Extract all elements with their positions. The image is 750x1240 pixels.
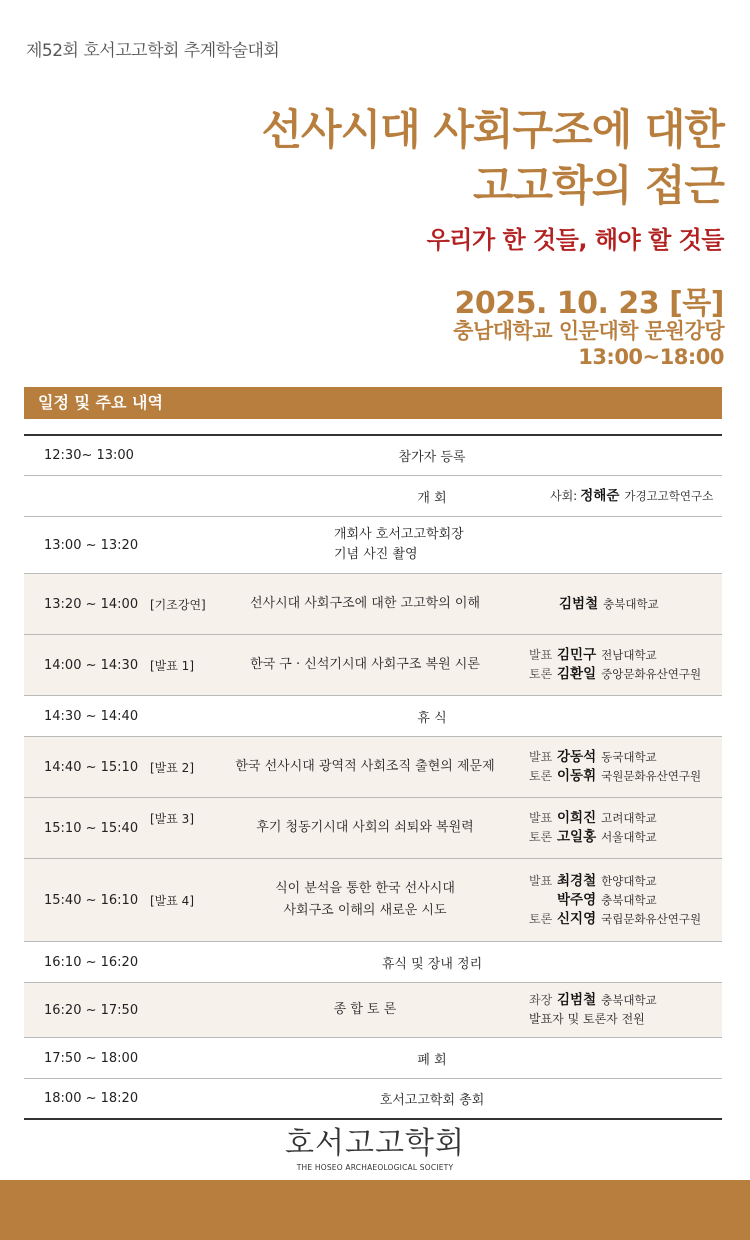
- moderator-label: 사회:: [550, 488, 578, 503]
- schedule-row: [24, 942, 722, 983]
- logo-english: THE HOSEO ARCHAEOLOGICAL SOCIETY: [296, 1163, 454, 1172]
- discussant-name: 김환일: [557, 666, 597, 682]
- schedule-row: [24, 1038, 722, 1079]
- moderator: [550, 476, 713, 516]
- discussant-affiliation: 국립문화유산연구원: [601, 911, 702, 926]
- row-title: 호서고고학회 총회: [379, 1093, 485, 1108]
- presenter-affiliation: 동국대학교: [601, 750, 657, 764]
- main-title: [261, 102, 724, 214]
- presenter-name: 최경철: [557, 872, 597, 889]
- row-title: 휴 식: [417, 710, 447, 726]
- role-label: 좌장: [529, 993, 553, 1007]
- society-logo: [0, 1118, 750, 1172]
- row-time: 18:00 ~ 18:20: [44, 1091, 139, 1106]
- schedule-row: [24, 1079, 722, 1118]
- row-time: 12:30~ 13:00: [44, 448, 134, 463]
- opening-block: [334, 517, 464, 573]
- discussant-name: 이동휘: [557, 768, 597, 784]
- schedule-row: [24, 983, 722, 1038]
- section-title-bar: 일정 및 주요 내역: [24, 387, 722, 419]
- role-label: 발표: [529, 648, 553, 662]
- title-line-1: 선사시대 사회구조에 대한: [261, 105, 724, 154]
- title-line-2: 고고학의 접근: [472, 161, 724, 210]
- footer-bar: [0, 1180, 750, 1240]
- row-time: 13:20 ~ 14:00: [44, 596, 139, 612]
- speaker-list: [529, 859, 701, 941]
- row-time: 17:50 ~ 18:00: [44, 1050, 139, 1066]
- presenter-affiliation: 충북대학교: [601, 892, 657, 907]
- role-label: 토론: [529, 769, 553, 783]
- schedule-row: [24, 798, 722, 859]
- presenter-affiliation: 한양대학교: [601, 873, 657, 888]
- session-tag: [발표 3]: [150, 812, 194, 826]
- schedule-row: [24, 517, 722, 574]
- role-label: 토론: [529, 667, 553, 681]
- speaker-affiliation: 충북대학교: [603, 596, 659, 611]
- row-title: [214, 859, 516, 941]
- session-tag: [기조강연]: [150, 597, 206, 612]
- speaker-name: 김범철: [559, 595, 599, 612]
- venue-name: 충남대학교 인문대학 문원강당: [453, 319, 724, 343]
- row-title: 한국 구 · 신석기시대 사회구조 복원 시론: [250, 657, 480, 672]
- discussant-affiliation: 국원문화유산연구원: [601, 769, 702, 783]
- discussant-name: 신지영: [557, 910, 597, 927]
- logo-korean: 호서고고학회: [285, 1126, 465, 1161]
- title-line: 사회구조 이해의 새로운 시도: [283, 903, 447, 918]
- row-time: 15:10 ~ 15:40: [44, 820, 139, 836]
- speaker-list: [559, 574, 659, 634]
- discussant-affiliation: 서울대학교: [601, 830, 657, 844]
- role-label: 발표: [529, 811, 553, 825]
- speaker-list: [529, 737, 701, 797]
- row-time: 14:40 ~ 15:10: [44, 759, 139, 775]
- row-time: 14:30 ~ 14:40: [44, 708, 139, 724]
- discussant-name: 고일홍: [557, 829, 597, 845]
- presenter-name: 이희진: [557, 810, 597, 826]
- speaker-list: [529, 635, 701, 695]
- row-title: 종 합 토 론: [333, 1002, 397, 1017]
- role-label: 토론: [529, 830, 553, 844]
- role-label: 발표: [529, 750, 553, 764]
- opening-speech: 개회사 호서고고학회장: [334, 527, 464, 542]
- event-date: 2025. 10. 23 [목]: [454, 286, 724, 321]
- venue-info: [453, 318, 724, 370]
- schedule-row: [24, 476, 722, 517]
- schedule-table: [24, 434, 722, 1120]
- presenter-affiliation: 전남대학교: [601, 648, 657, 662]
- row-title: 폐 회: [417, 1052, 447, 1068]
- row-time: 16:10 ~ 16:20: [44, 954, 139, 970]
- row-title: 휴식 및 장내 정리: [381, 956, 483, 972]
- row-title: 선사시대 사회구조에 대한 고고학의 이해: [249, 596, 480, 611]
- role-label: 발표: [529, 873, 553, 888]
- chair-name: 김범철: [557, 992, 597, 1008]
- title-line: 식이 분석을 통한 한국 선사시대: [275, 881, 455, 896]
- schedule-row: [24, 737, 722, 798]
- conference-label: 제52회 호서고고학회 추계학술대회: [26, 41, 280, 61]
- presenter-name: 박주영: [557, 891, 597, 908]
- row-time: 15:40 ~ 16:10: [44, 892, 139, 908]
- row-time: 16:20 ~ 17:50: [44, 1002, 139, 1018]
- row-title: 후기 청동기시대 사회의 쇠퇴와 복원력: [256, 820, 474, 835]
- schedule-row: [24, 696, 722, 737]
- schedule-row: [24, 635, 722, 696]
- row-title: 참가자 등록: [398, 450, 466, 465]
- speaker-list: [529, 798, 657, 858]
- moderator-affiliation: 가경고고학연구소: [624, 488, 714, 503]
- row-title: 개 회: [417, 490, 447, 506]
- presenter-name: 김민구: [557, 647, 597, 663]
- schedule-row: [24, 436, 722, 476]
- session-tag: [발표 1]: [150, 658, 194, 673]
- discussant-affiliation: 중앙문화유산연구원: [601, 667, 702, 681]
- moderator-name: 정해준: [580, 487, 620, 504]
- row-title: 한국 선사시대 광역적 사회조직 출현의 제문제: [235, 759, 495, 774]
- photo-session: 기념 사진 촬영: [334, 547, 418, 562]
- all-participants: 발표자 및 토론자 전원: [529, 1012, 645, 1026]
- schedule-row: [24, 574, 722, 635]
- event-time: 13:00~18:00: [578, 345, 724, 369]
- schedule-row: [24, 859, 722, 942]
- subtitle: 우리가 한 것들, 해야 할 것들: [426, 226, 724, 254]
- session-tag: [발표 4]: [150, 893, 194, 908]
- presenter-affiliation: 고려대학교: [601, 811, 657, 825]
- chair-affiliation: 충북대학교: [601, 993, 657, 1007]
- presenter-name: 강동석: [557, 749, 597, 765]
- row-time: 13:00 ~ 13:20: [44, 537, 139, 553]
- row-time: 14:00 ~ 14:30: [44, 657, 139, 673]
- role-label: 토론: [529, 911, 553, 926]
- session-tag: [발표 2]: [150, 760, 194, 775]
- speaker-list: [529, 983, 657, 1037]
